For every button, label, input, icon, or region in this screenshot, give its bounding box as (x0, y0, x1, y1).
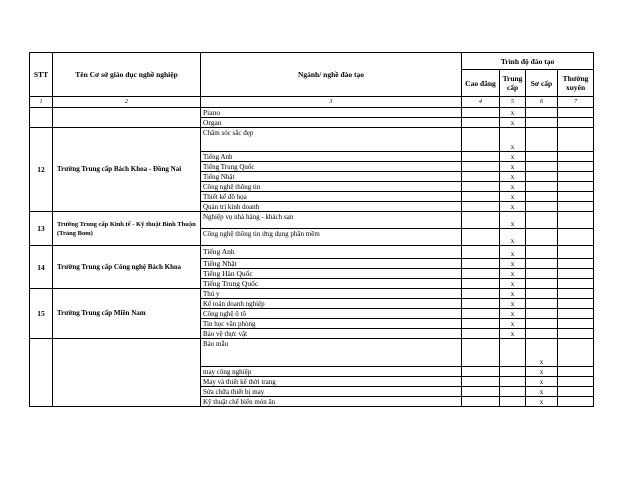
stt-cell: 14 (30, 246, 53, 289)
school-name-cell (53, 339, 201, 407)
level-mark-cell (462, 108, 500, 118)
level-mark-cell (462, 299, 500, 309)
level-mark-cell (526, 279, 558, 289)
level-mark-cell (462, 387, 500, 397)
major-cell: Kế toán doanh nghiệp (201, 299, 462, 309)
level-mark-cell: x (500, 162, 526, 172)
level-mark-cell: x (500, 182, 526, 192)
level-mark-cell (500, 339, 526, 367)
major-cell: Thú y (201, 289, 462, 299)
level-mark-cell (462, 397, 500, 407)
level-mark-cell (462, 172, 500, 182)
level-mark-cell (462, 162, 500, 172)
table-row (30, 108, 594, 118)
level-mark-cell: x (500, 212, 526, 229)
major-cell: Tiếng Nhật (201, 259, 462, 269)
level-mark-cell (526, 329, 558, 339)
col-number: 3 (201, 97, 462, 108)
level-mark-cell (462, 229, 500, 246)
level-mark-cell (526, 128, 558, 152)
level-mark-cell (526, 162, 558, 172)
level-mark-cell (558, 289, 594, 299)
level-mark-cell (558, 269, 594, 279)
major-cell: Tin học văn phòng (201, 319, 462, 329)
level-mark-cell (462, 329, 500, 339)
level-mark-cell: x (526, 397, 558, 407)
col-number: 2 (53, 97, 201, 108)
level-mark-cell: x (526, 339, 558, 367)
school-name-cell: Trường Trung cấp Bách Khoa - Đồng Nai (53, 128, 201, 212)
level-mark-cell (526, 108, 558, 118)
level-mark-cell (526, 319, 558, 329)
table-row (30, 339, 594, 367)
level-mark-cell (462, 202, 500, 212)
table-row (30, 212, 594, 229)
stt-cell (30, 339, 53, 407)
level-mark-cell (558, 319, 594, 329)
level-mark-cell (462, 309, 500, 319)
major-cell: Tiếng Anh (201, 152, 462, 162)
level-mark-cell (462, 182, 500, 192)
level-mark-cell (526, 289, 558, 299)
school-name-cell: Trường Trung cấp Miền Nam (53, 289, 201, 339)
col-number: 5 (500, 97, 526, 108)
level-mark-cell (526, 182, 558, 192)
level-mark-cell (558, 279, 594, 289)
column-number-row (30, 97, 594, 108)
header-level-trung-cap: Trung cấp (500, 70, 526, 97)
level-mark-cell: x (500, 279, 526, 289)
header-level-cao-dang: Cao đẳng (462, 70, 500, 97)
level-mark-cell (500, 387, 526, 397)
major-cell: Chăm sóc sắc đẹp (201, 128, 462, 152)
level-mark-cell (526, 192, 558, 202)
level-mark-cell (462, 289, 500, 299)
major-cell: Tiếng Hàn Quốc (201, 269, 462, 279)
level-mark-cell (558, 387, 594, 397)
major-cell: Kỹ thuật chế biến món ăn (201, 397, 462, 407)
major-cell: May và thiết kế thời trang (201, 377, 462, 387)
level-mark-cell (462, 152, 500, 162)
table-row (30, 289, 594, 299)
stt-cell (30, 108, 53, 128)
major-cell: Công nghệ thông tin ứng dụng phần mềm (201, 229, 462, 246)
level-mark-cell (526, 172, 558, 182)
header-major: Ngành/ nghề đào tạo (201, 53, 462, 97)
col-number: 6 (526, 97, 558, 108)
table-row (30, 128, 594, 152)
school-name-cell: Trường Trung cấp Kinh tế - Kỹ thuật Bình Thuận (Trảng Bom) (53, 212, 201, 246)
table-body (30, 108, 594, 407)
level-mark-cell (558, 329, 594, 339)
level-mark-cell (526, 246, 558, 259)
level-mark-cell: x (500, 259, 526, 269)
stt-cell: 12 (30, 128, 53, 212)
level-mark-cell (558, 108, 594, 118)
major-cell: Piano (201, 108, 462, 118)
level-mark-cell (526, 202, 558, 212)
major-cell: Công nghệ thông tin (201, 182, 462, 192)
level-mark-cell (462, 212, 500, 229)
level-mark-cell: x (500, 202, 526, 212)
level-mark-cell (558, 128, 594, 152)
level-mark-cell (558, 259, 594, 269)
level-mark-cell (462, 367, 500, 377)
level-mark-cell: x (500, 229, 526, 246)
level-mark-cell: x (500, 309, 526, 319)
level-mark-cell (462, 128, 500, 152)
major-cell: Tiếng Trung Quốc (201, 279, 462, 289)
major-cell: Công nghệ ô tô (201, 309, 462, 319)
level-mark-cell (558, 397, 594, 407)
level-mark-cell (558, 309, 594, 319)
level-mark-cell (500, 377, 526, 387)
stt-cell: 13 (30, 212, 53, 246)
major-cell: may công nghiệp (201, 367, 462, 377)
level-mark-cell (526, 152, 558, 162)
level-mark-cell (558, 367, 594, 377)
level-mark-cell: x (500, 152, 526, 162)
level-mark-cell (526, 269, 558, 279)
level-mark-cell (526, 299, 558, 309)
school-name-cell (53, 108, 201, 128)
level-mark-cell: x (500, 128, 526, 152)
level-mark-cell: x (500, 269, 526, 279)
level-mark-cell (558, 182, 594, 192)
major-cell: Quản trị kinh doanh (201, 202, 462, 212)
table-row (30, 246, 594, 259)
level-mark-cell (558, 377, 594, 387)
level-mark-cell: x (500, 299, 526, 309)
major-cell: Sửa chữa thiết bị may (201, 387, 462, 397)
col-number: 4 (462, 97, 500, 108)
major-cell: Tiếng Trung Quốc (201, 162, 462, 172)
level-mark-cell (558, 172, 594, 182)
level-mark-cell (462, 118, 500, 128)
col-number: 7 (558, 97, 594, 108)
level-mark-cell (462, 269, 500, 279)
stt-cell: 15 (30, 289, 53, 339)
level-mark-cell (526, 229, 558, 246)
major-cell: Tiếng Anh (201, 246, 462, 259)
level-mark-cell (558, 299, 594, 309)
level-mark-cell (500, 367, 526, 377)
major-cell: Bảo vệ thực vật (201, 329, 462, 339)
level-mark-cell: x (500, 319, 526, 329)
level-mark-cell (462, 319, 500, 329)
level-mark-cell: x (500, 192, 526, 202)
major-cell: Thiết kế đồ họa (201, 192, 462, 202)
major-cell: Tiếng Nhật (201, 172, 462, 182)
level-mark-cell: x (526, 387, 558, 397)
level-mark-cell: x (500, 108, 526, 118)
level-mark-cell (558, 118, 594, 128)
school-name-cell: Trường Trung cấp Công nghệ Bách Khoa (53, 246, 201, 289)
level-mark-cell: x (500, 289, 526, 299)
level-mark-cell (558, 162, 594, 172)
level-mark-cell (526, 309, 558, 319)
header-level-thuong-xuyen: Thường xuyên (558, 70, 594, 97)
header-level-so-cap: Sơ cấp (526, 70, 558, 97)
header-stt: STT (30, 53, 53, 97)
level-mark-cell (462, 339, 500, 367)
level-mark-cell (526, 259, 558, 269)
training-table (29, 52, 594, 407)
level-mark-cell: x (526, 367, 558, 377)
level-mark-cell (462, 192, 500, 202)
level-mark-cell: x (500, 172, 526, 182)
header-school: Tên Cơ sở giáo dục nghề nghiệp (53, 53, 201, 97)
level-mark-cell (500, 397, 526, 407)
level-mark-cell (526, 118, 558, 128)
level-mark-cell (558, 152, 594, 162)
level-mark-cell (558, 246, 594, 259)
level-mark-cell (462, 246, 500, 259)
header-level-group: Trình độ đào tạo (462, 53, 594, 70)
major-cell: Nghiệp vụ nhà hàng - khách sạn (201, 212, 462, 229)
level-mark-cell: x (500, 329, 526, 339)
level-mark-cell (558, 202, 594, 212)
level-mark-cell (558, 229, 594, 246)
level-mark-cell: x (500, 118, 526, 128)
major-cell: Bảo mẫu (201, 339, 462, 367)
level-mark-cell (558, 192, 594, 202)
level-mark-cell: x (526, 377, 558, 387)
level-mark-cell (462, 279, 500, 289)
major-cell: Organ (201, 118, 462, 128)
level-mark-cell (462, 259, 500, 269)
level-mark-cell: x (500, 246, 526, 259)
level-mark-cell (462, 377, 500, 387)
level-mark-cell (558, 339, 594, 367)
col-number: 1 (30, 97, 53, 108)
level-mark-cell (558, 212, 594, 229)
level-mark-cell (526, 212, 558, 229)
